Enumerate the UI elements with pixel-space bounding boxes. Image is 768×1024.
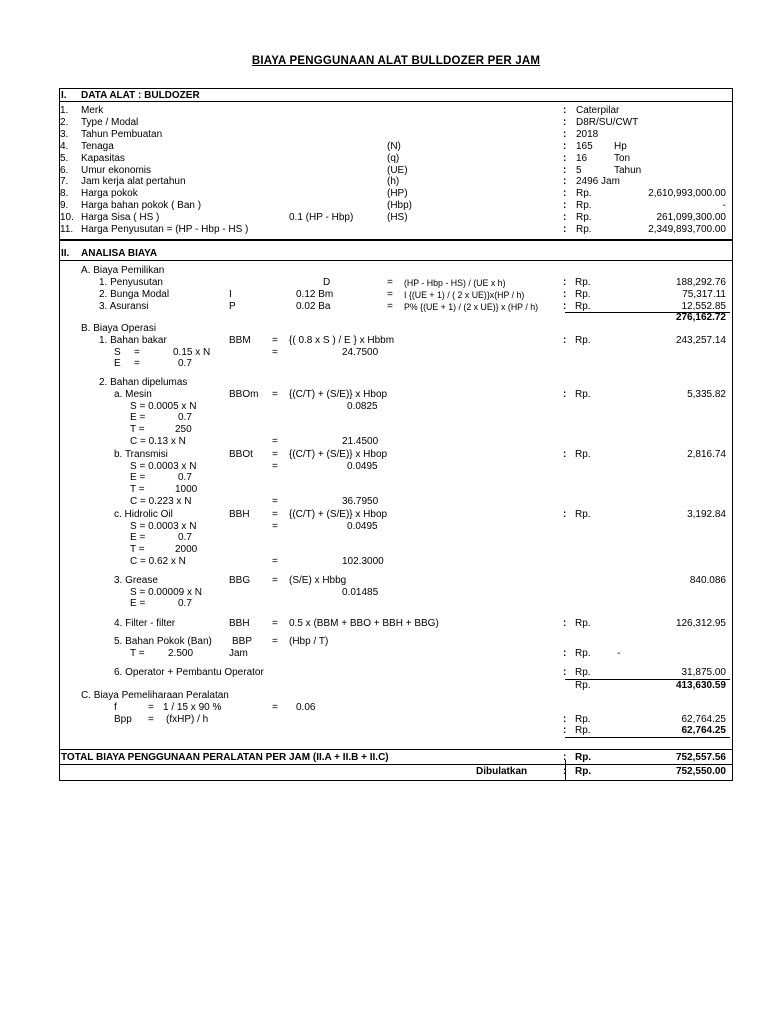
tire-equals: = — [272, 636, 278, 647]
equipment-row-colon: : — [563, 105, 567, 116]
filter-symbol: BBH — [229, 618, 250, 629]
sheet-title: BIAYA PENGGUNAAN ALAT BULLDOZER PER JAM — [251, 55, 541, 67]
equipment-row-label: Kapasitas — [81, 152, 125, 164]
fuel-equals: = — [272, 335, 278, 346]
equipment-row-value: 2496 Jam — [576, 176, 620, 188]
filter-formula: 0.5 x (BBM + BBO + BBH + BBG) — [289, 618, 439, 629]
ownership-item-rp: Rp. — [575, 277, 591, 288]
equipment-row-amount: 261,099,300.00 — [656, 212, 726, 224]
transmission-oil-rp: Rp. — [575, 449, 591, 460]
transmission-oil-e: E = — [130, 472, 146, 483]
maintenance-bpp-label: Bpp — [114, 714, 132, 725]
equipment-row-label: Type / Modal — [81, 116, 139, 128]
hydraulic-oil-formula: {(C/T) + (S/E)} x Hbop — [289, 509, 388, 520]
engine-oil-c-result: 21.4500 — [342, 436, 379, 447]
equipment-row-value: Rp. — [576, 188, 592, 200]
maintenance-f-value: 1 / 15 x 90 % — [163, 702, 222, 713]
maintenance-bpp-value: (fxHP) / h — [166, 714, 209, 725]
ownership-item-equals: = — [387, 300, 393, 312]
equipment-row-colon: : — [563, 176, 567, 188]
transmission-oil-s: S = 0.0003 x N — [130, 461, 197, 472]
equipment-row-number: 1. — [60, 105, 69, 116]
hydraulic-oil-s-equals: = — [272, 521, 278, 532]
equipment-row-symbol: (N) — [387, 140, 401, 152]
engine-oil-label: a. Mesin — [114, 389, 152, 400]
engine-oil-t-value: 250 — [175, 424, 192, 435]
table-border-bottom — [59, 780, 733, 781]
fuel-s-equals-2: = — [272, 347, 278, 358]
maintenance-subtotal-colon: : — [563, 725, 567, 736]
equipment-row-amount: 2,349,893,700.00 — [648, 224, 726, 235]
ownership-item-equals: = — [387, 288, 393, 300]
maintenance-amount: 62,764.25 — [681, 714, 726, 725]
equipment-row-colon: : — [563, 164, 567, 176]
equipment-row-symbol: (Hbp) — [387, 200, 413, 212]
equipment-row-number: 8. — [60, 188, 69, 200]
equipment-row-colon: : — [563, 188, 567, 200]
total-underline — [59, 764, 733, 765]
maintenance-subtotal: 62,764.25 — [681, 725, 726, 736]
table-border-right — [732, 88, 733, 781]
equipment-row-unit: Tahun — [614, 164, 642, 176]
engine-oil-c: C = 0.13 x N — [130, 436, 186, 447]
hydraulic-oil-s-result: 0.0495 — [347, 521, 378, 532]
transmission-oil-symbol: BBOt — [229, 449, 253, 460]
table-border-top — [59, 88, 733, 89]
hydraulic-oil-s: S = 0.0003 x N — [130, 521, 197, 532]
maintenance-heading: C. Biaya Pemeliharaan Peralatan — [81, 690, 229, 701]
equipment-row-value: Caterpilar — [576, 105, 620, 116]
engine-oil-e-value: 0.7 — [178, 412, 192, 423]
operator-colon: : — [563, 667, 567, 678]
equipment-row-value: Rp. — [576, 200, 592, 212]
total-colon: : — [563, 752, 567, 763]
total-amount: 752,557.56 — [675, 752, 726, 763]
transmission-oil-formula: {(C/T) + (S/E)} x Hbop — [289, 449, 388, 460]
ownership-item-colon: : — [563, 300, 567, 312]
ownership-item-label: 3. Asuransi — [99, 300, 149, 312]
equipment-row-value: D8R/SU/CWT — [576, 116, 639, 128]
engine-oil-s-result: 0.0825 — [347, 401, 378, 412]
equipment-row-unit: Hp — [614, 140, 627, 152]
equipment-row-symbol: (HP) — [387, 188, 408, 200]
ownership-item-rate: 0.02 Ba — [296, 300, 331, 312]
engine-oil-equals: = — [272, 389, 278, 400]
transmission-oil-e-value: 0.7 — [178, 472, 192, 483]
equipment-row-colon: : — [563, 224, 567, 235]
hydraulic-oil-c: C = 0.62 x N — [130, 556, 186, 567]
fuel-s-equals: = — [134, 347, 140, 358]
hydraulic-oil-c-equals: = — [272, 556, 278, 567]
equipment-row-label: Merk — [81, 105, 104, 116]
grease-s-result: 0.01485 — [342, 587, 379, 598]
total-rp: Rp. — [575, 752, 592, 763]
operating-cost-heading: B. Biaya Operasi — [81, 323, 157, 334]
tire-amount: - — [617, 648, 621, 659]
hydraulic-oil-equals: = — [272, 509, 278, 520]
equipment-row-label: Harga Penyusutan = (HP - Hbp - HS ) — [81, 224, 249, 235]
operator-label: 6. Operator + Pembantu Operator — [114, 667, 264, 678]
maintenance-f-equals-2: = — [272, 702, 278, 713]
transmission-oil-c-result: 36.7950 — [342, 496, 379, 507]
section-divider — [59, 239, 733, 241]
grease-formula: (S/E) x Hbbg — [289, 575, 347, 586]
equipment-row-number: 5. — [60, 152, 69, 164]
section2-number: II. — [61, 248, 70, 259]
filter-equals: = — [272, 618, 278, 629]
lubricant-heading: 2. Bahan dipelumas — [99, 377, 188, 388]
engine-oil-colon: : — [563, 389, 567, 400]
engine-oil-t: T = — [130, 424, 145, 435]
tire-t-label: T = — [130, 648, 145, 659]
fuel-e-label: E — [114, 358, 121, 369]
ownership-item-formula: I {(UE + 1) / ( 2 x UE)}x(HP / h) — [404, 289, 525, 300]
transmission-oil-c-equals: = — [272, 496, 278, 507]
engine-oil-formula: {(C/T) + (S/E)} x Hbop — [289, 389, 388, 400]
equipment-row-symbol: (UE) — [387, 164, 408, 176]
ownership-item-equals: = — [387, 277, 393, 288]
equipment-row-number: 4. — [60, 140, 69, 152]
filter-label: 4. Filter - filter — [114, 618, 176, 629]
transmission-oil-c: C = 0.223 x N — [130, 496, 192, 507]
total-label: TOTAL BIAYA PENGGUNAAN PERALATAN PER JAM (II.A + II.B + II.C) — [61, 752, 389, 763]
equipment-row-amount: 2,610,993,000.00 — [648, 188, 726, 200]
equipment-row-label: Tenaga — [81, 140, 114, 152]
rounded-label: Dibulatkan — [476, 766, 528, 777]
hydraulic-oil-c-result: 102.3000 — [342, 556, 384, 567]
equipment-row-colon: : — [563, 128, 567, 140]
operator-rp: Rp. — [575, 667, 591, 678]
operator-amount: 31,875.00 — [681, 667, 726, 678]
maintenance-colon: : — [563, 714, 567, 725]
section2-title: ANALISA BIAYA — [81, 248, 158, 259]
ownership-item-formula: (HP - Hbp - HS) / (UE x h) — [404, 278, 506, 288]
equipment-row-number: 2. — [60, 116, 69, 128]
tire-colon: : — [563, 648, 567, 659]
transmission-oil-colon: : — [563, 449, 567, 460]
tire-t-unit: Jam — [229, 648, 248, 659]
equipment-row-label: Jam kerja alat pertahun — [81, 176, 186, 188]
total-divider — [59, 749, 733, 750]
tire-label: 5. Bahan Pokok (Ban) — [114, 636, 212, 647]
section1-number: I. — [61, 90, 67, 101]
hydraulic-oil-e-value: 0.7 — [178, 532, 192, 543]
ownership-subtotal: 276,162.72 — [675, 312, 726, 323]
equipment-row-value: 5 — [576, 164, 582, 176]
transmission-oil-label: b. Transmisi — [114, 449, 168, 460]
equipment-row-value: 16 — [576, 152, 588, 164]
hydraulic-oil-t: T = — [130, 544, 145, 555]
ownership-item-symbol: D — [323, 277, 331, 288]
equipment-row-label: Harga Sisa ( HS ) — [81, 212, 160, 224]
grease-equals: = — [272, 575, 278, 586]
ownership-item-rp: Rp. — [575, 288, 591, 300]
ownership-item-colon: : — [563, 277, 567, 288]
transmission-oil-t: T = — [130, 484, 145, 495]
fuel-colon: : — [563, 335, 567, 346]
ownership-item-rate: 0.12 Bm — [296, 288, 334, 300]
equipment-row-symbol: (h) — [387, 176, 400, 188]
equipment-row-label: Tahun Pembuatan — [81, 128, 163, 140]
grease-s: S = 0.00009 x N — [130, 587, 202, 598]
equipment-row-number: 9. — [60, 200, 69, 212]
equipment-row-label: Harga pokok — [81, 188, 138, 200]
ownership-item-colon: : — [563, 288, 567, 300]
tire-symbol: BBP — [232, 636, 253, 647]
hydraulic-oil-amount: 3,192.84 — [687, 509, 726, 520]
equipment-row-colon: : — [563, 152, 567, 164]
hydraulic-oil-symbol: BBH — [229, 509, 250, 520]
equipment-row-amount: - — [722, 200, 726, 212]
equipment-row-unit: Ton — [614, 152, 631, 164]
operating-subtotal-rp: Rp. — [575, 680, 591, 691]
engine-oil-e: E = — [130, 412, 146, 423]
ownership-cost-heading: A. Biaya Pemilikan — [81, 265, 165, 276]
fuel-e-value: 0.7 — [178, 358, 192, 369]
maintenance-rp: Rp. — [575, 714, 591, 725]
hydraulic-oil-colon: : — [563, 509, 567, 520]
equipment-row-label: Harga bahan pokok ( Ban ) — [81, 200, 202, 212]
equipment-row-symbol: (q) — [387, 152, 400, 164]
engine-oil-symbol: BBOm — [229, 389, 259, 400]
fuel-formula: {( 0.8 x S ) / E } x Hbbm — [289, 335, 395, 346]
maintenance-f-label: f — [114, 702, 117, 713]
ownership-item-amount: 188,292.76 — [675, 277, 726, 288]
section1-title: DATA ALAT : BULDOZER — [81, 90, 200, 101]
fuel-symbol: BBM — [229, 335, 251, 346]
hydraulic-oil-t-value: 2000 — [175, 544, 198, 555]
engine-oil-amount: 5,335.82 — [687, 389, 726, 400]
fuel-s-label: S — [114, 347, 121, 358]
transmission-oil-s-result: 0.0495 — [347, 461, 378, 472]
equipment-row-label: Umur ekonomis — [81, 164, 152, 176]
equipment-row-colon: : — [563, 140, 567, 152]
maintenance-f-equals: = — [148, 702, 154, 713]
equipment-row-value: Rp. — [576, 224, 592, 235]
equipment-row-number: 10. — [60, 212, 74, 224]
grease-amount: 840.086 — [689, 575, 726, 586]
maintenance-subtotal-rp: Rp. — [575, 725, 591, 736]
maintenance-subtotal-line — [565, 737, 730, 738]
fuel-rp: Rp. — [575, 335, 591, 346]
grease-symbol: BBG — [229, 575, 251, 586]
grease-e-value: 0.7 — [178, 598, 192, 609]
fuel-amount: 243,257.14 — [675, 335, 726, 346]
equipment-row-number: 11. — [60, 224, 74, 235]
fuel-e-equals: = — [134, 358, 140, 369]
equipment-row-value: 165 — [576, 140, 593, 152]
filter-amount: 126,312.95 — [675, 618, 726, 629]
fuel-s-value: 0.15 x N — [173, 347, 211, 358]
transmission-oil-equals: = — [272, 449, 278, 460]
equipment-row-colon: : — [563, 116, 567, 128]
maintenance-bpp-equals: = — [148, 714, 154, 725]
ownership-item-symbol: P — [229, 300, 236, 312]
ownership-item-symbol: I — [229, 288, 232, 300]
transmission-oil-s-equals: = — [272, 461, 278, 472]
ownership-item-label: 1. Penyusutan — [99, 277, 163, 288]
tire-formula: (Hbp / T) — [289, 636, 329, 647]
transmission-oil-amount: 2,816.74 — [687, 449, 726, 460]
fuel-s-result: 24.7500 — [342, 347, 379, 358]
rounded-amount: 752,550.00 — [675, 766, 726, 777]
operating-subtotal: 413,630.59 — [675, 680, 726, 691]
rounded-colon: : — [563, 766, 567, 777]
filter-rp: Rp. — [575, 618, 591, 629]
equipment-row-number: 3. — [60, 128, 69, 140]
hydraulic-oil-label: c. Hidrolic Oil — [114, 509, 173, 520]
engine-oil-c-equals: = — [272, 436, 278, 447]
ownership-item-amount: 12,552.85 — [681, 300, 726, 312]
equipment-row-symbol: (HS) — [387, 212, 408, 224]
equipment-row-number: 7. — [60, 176, 69, 188]
equipment-row-number: 6. — [60, 164, 69, 176]
equipment-row-colon: : — [563, 200, 567, 212]
tire-rp: Rp. — [575, 648, 591, 659]
engine-oil-s: S = 0.0005 x N — [130, 401, 197, 412]
ownership-item-amount: 75,317.11 — [682, 288, 726, 300]
maintenance-f-result: 0.06 — [296, 702, 316, 713]
filter-colon: : — [563, 618, 567, 629]
equipment-row-value: Rp. — [576, 212, 592, 224]
hydraulic-oil-e: E = — [130, 532, 146, 543]
engine-oil-rp: Rp. — [575, 389, 591, 400]
equipment-row-value: 2018 — [576, 128, 599, 140]
grease-e: E = — [130, 598, 146, 609]
section2-header-underline — [59, 260, 733, 261]
equipment-row-formula: 0.1 (HP - Hbp) — [289, 212, 354, 224]
equipment-row-colon: : — [563, 212, 567, 224]
tire-t-value: 2.500 — [168, 648, 194, 659]
rounded-rp: Rp. — [575, 766, 592, 777]
grease-label: 3. Grease — [114, 575, 158, 586]
hydraulic-oil-rp: Rp. — [575, 509, 591, 520]
ownership-item-formula: P% {(UE + 1) / (2 x UE)} x (HP / h) — [404, 301, 539, 312]
ownership-item-rp: Rp. — [575, 300, 591, 312]
ownership-item-label: 2. Bunga Modal — [99, 288, 170, 300]
fuel-label: 1. Bahan bakar — [99, 335, 167, 346]
transmission-oil-t-value: 1000 — [175, 484, 198, 495]
